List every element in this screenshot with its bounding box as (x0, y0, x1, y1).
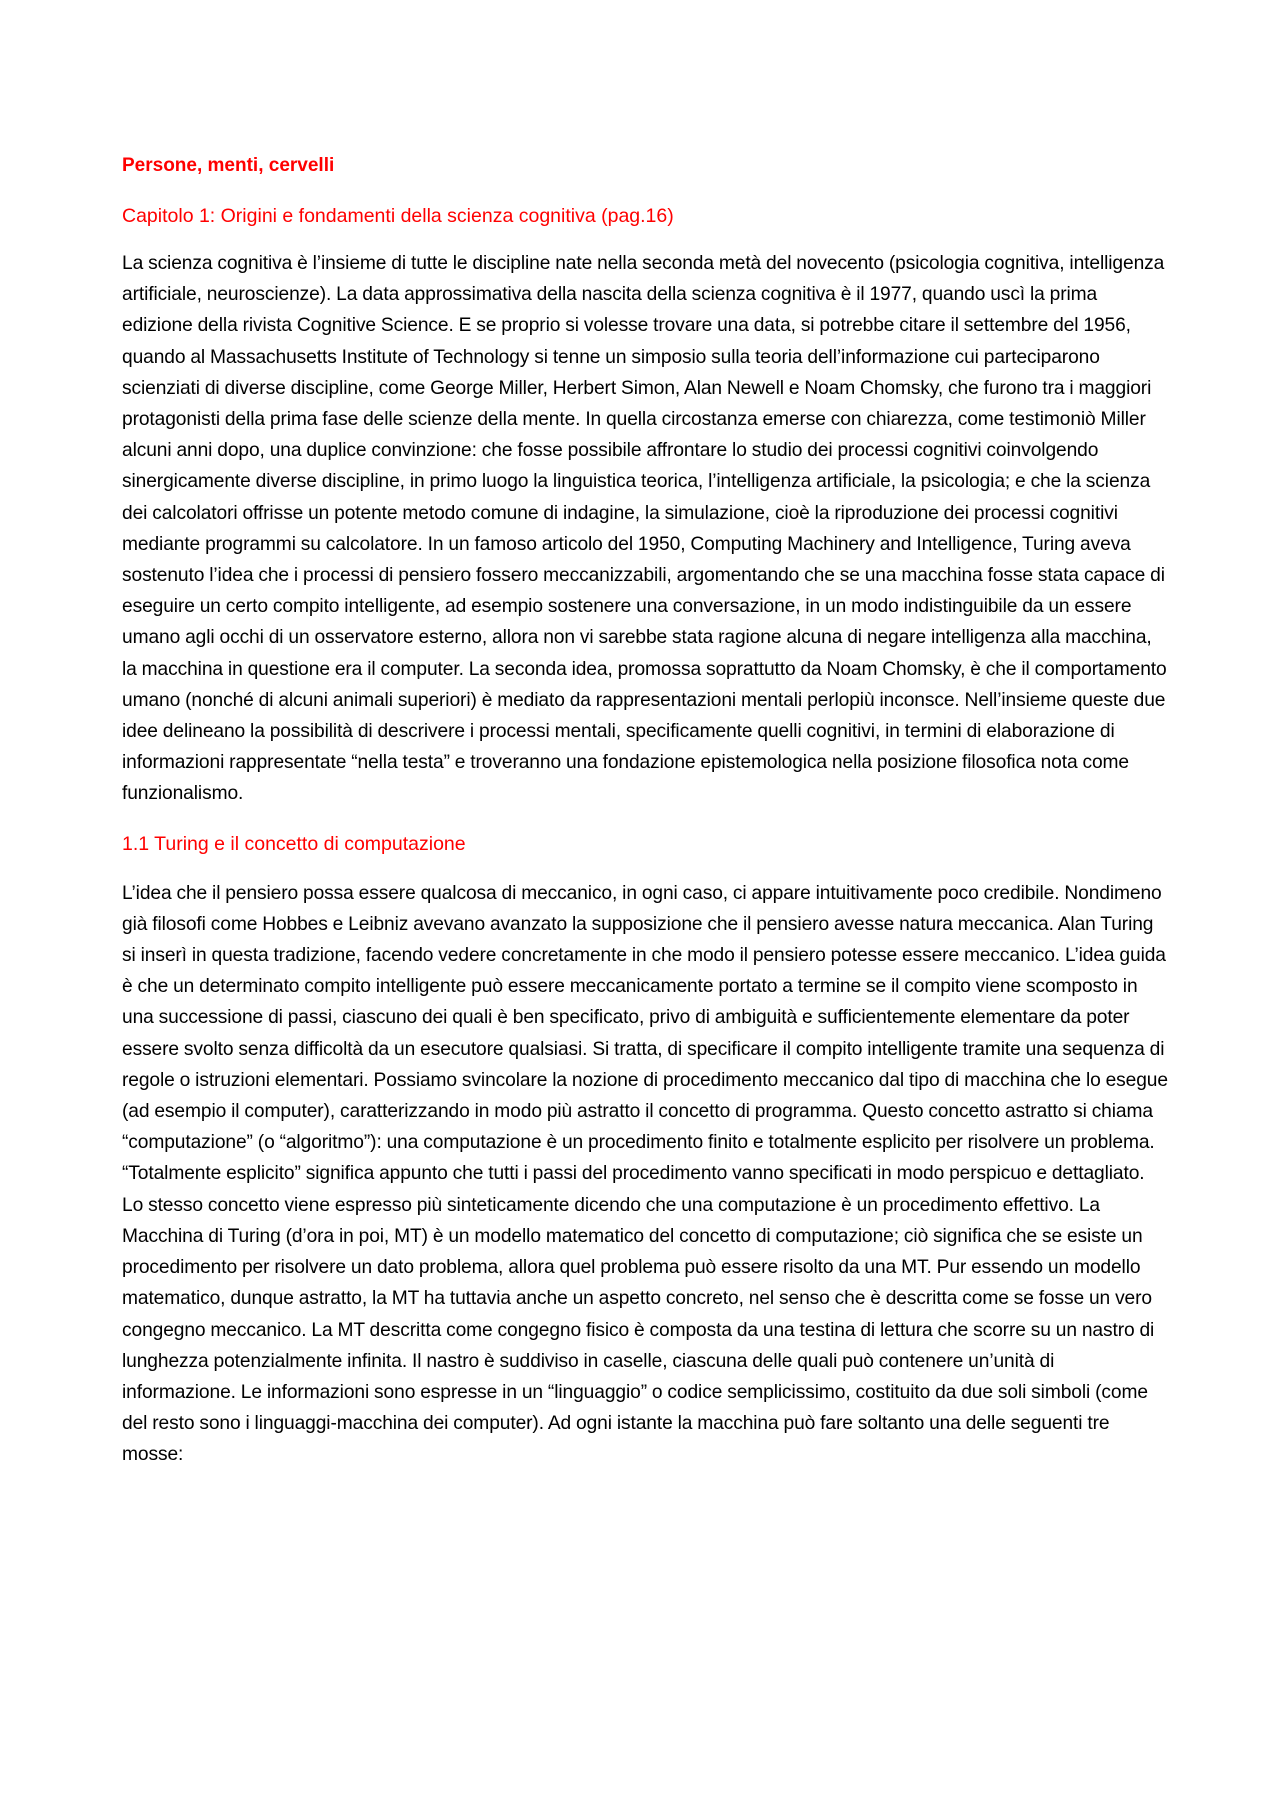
section-paragraph: L’idea che il pensiero possa essere qualcosa di meccanico, in ogni caso, ci appare intuitivamente poco credibile. Nondimeno già filosofi come Hobbes e Leibniz avevano avanzato la supposizione che il pensiero avesse natura meccanica. Alan Turing si inserì in questa tradizione, facendo vedere concretamente in che modo il pensiero potesse essere meccanico. L’idea guida è che un determinato compito intelligente può essere meccanicamente portato a termine se il compito viene scomposto in una successione di passi, ciascuno dei quali è ben specificato, privo di ambiguità e sufficientemente elementare da poter essere svolto senza difficoltà da un esecutore qualsiasi. Si tratta, di specificare il compito intelligente tramite una sequenza di regole o istruzioni elementari. Possiamo svincolare la nozione di procedimento meccanico dal tipo di macchina che lo esegue (ad esempio il computer), caratterizzando in modo più astratto il concetto di programma. Questo concetto astratto si chiama “computazione” (o “algoritmo”): una computazione è un procedimento finito e totalmente esplicito per risolvere un problema. “Totalmente esplicito” significa appunto che tutti i passi del procedimento vanno specificati in modo perspicuo e dettagliato. Lo stesso concetto viene espresso più sinteticamente dicendo che una computazione è un procedimento effettivo. La Macchina di Turing (d’ora in poi, MT) è un modello matematico del concetto di computazione; ciò significa che se esiste un procedimento per risolvere un dato problema, allora quel problema può essere risolto da una MT. Pur essendo un modello matematico, dunque astratto, la MT ha tuttavia anche un aspetto concreto, nel senso che è descritta come se fosse un vero congegno meccanico. La MT descritta come congegno fisico è composta da una testina di lettura che scorre su un nastro di lunghezza potenzialmente infinita. Il nastro è suddiviso in caselle, ciascuna delle quali può contenere un’unità di informazione. Le informazioni sono espresse in un “linguaggio” o codice semplicissimo, costituito da due soli simboli (come del resto sono i linguaggi-macchina dei computer). Ad ogni istante la macchina può fare soltanto una delle seguenti tre mosse: (122, 882, 1168, 1466)
chapter-paragraph: La scienza cognitiva è l’insieme di tutte le discipline nate nella seconda metà del novecento (psicologia cognitiva, intelligenza artificiale, neuroscienze). La data approssimativa della nascita della scienza cognitiva è il 1977, quando uscì la prima edizione della rivista Cognitive Science. E se proprio si volesse trovare una data, si potrebbe citare il settembre del 1956, quando al Massachusetts Institute of Technology si tenne un simposio sulla teoria dell’informazione cui parteciparono scienziati di diverse discipline, come George Miller, Herbert Simon, Alan Newell e Noam Chomsky, che furono tra i maggiori protagonisti della prima fase delle scienze della mente. In quella circostanza emerse con chiarezza, come testimoniò Miller alcuni anni dopo, una duplice convinzione: che fosse possibile affrontare lo studio dei processi cognitivi coinvolgendo sinergicamente diverse discipline, in primo luogo la linguistica teorica, l’intelligenza artificiale, la psicologia; e che la scienza dei calcolatori offrisse un potente metodo comune di indagine, la simulazione, cioè la riproduzione dei processi cognitivi mediante programmi su calcolatore. In un famoso articolo del 1950, Computing Machinery and Intelligence, Turing aveva sostenuto l’idea che i processi di pensiero fossero meccanizzabili, argomentando che se una macchina fosse stata capace di eseguire un certo compito intelligente, ad esempio sostenere una conversazione, in un modo indistinguibile da un essere umano agli occhi di un osservatore esterno, allora non vi sarebbe stata ragione alcuna di negare intelligenza alla macchina, la macchina in questione era il computer. La seconda idea, promossa soprattutto da Noam Chomsky, è che il comportamento umano (nonché di alcuni animali superiori) è mediato da rappresentazioni mentali perlopiù inconsce. Nell’insieme queste due idee delineano la possibilità di descrivere i processi mentali, specificamente quelli cognitivi, in termini di elaborazione di informazioni rappresentate “nella testa” e troveranno una fondazione epistemologica nella posizione filosofica nota come funzionalismo. (122, 253, 1167, 805)
section-heading: 1.1 Turing e il concetto di computazione (122, 832, 466, 855)
document-title: Persone, menti, cervelli (122, 155, 335, 176)
document-body (122, 152, 1168, 1483)
chapter-heading: Capitolo 1: Origini e fondamenti della scienza cognitiva (pag.16) (122, 205, 674, 227)
